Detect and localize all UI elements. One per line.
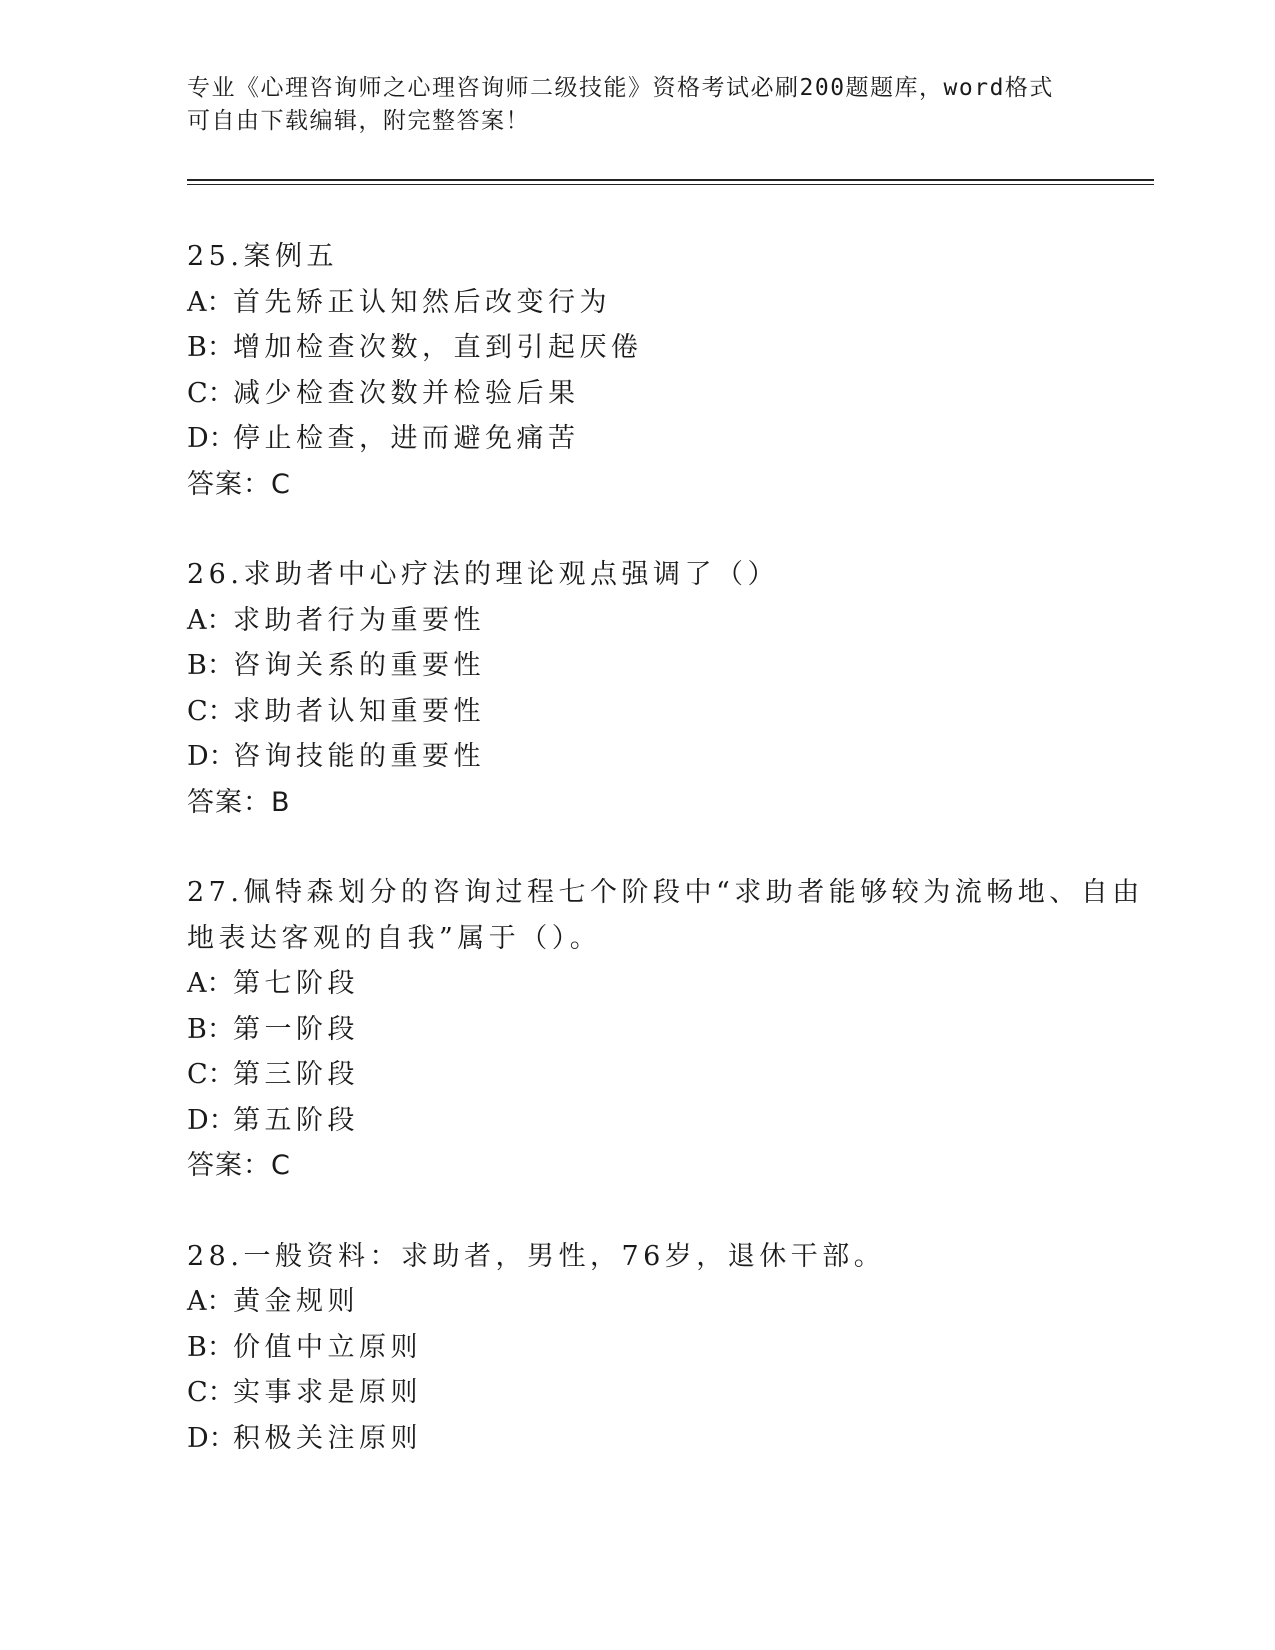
option-text: 减少检查次数并检验后果 (233, 377, 580, 409)
option-letter: D： (187, 1104, 236, 1136)
option-letter: C： (187, 1377, 235, 1408)
header-line-1: 专业《心理咨询师之心理咨询师二级技能》资格考试必刷200题题库，word格式 (187, 75, 1054, 101)
option-letter: D： (187, 1422, 236, 1454)
header-rule-thin (187, 184, 1154, 185)
option-c (187, 1370, 1087, 1416)
option-a (187, 280, 1087, 326)
option-letter: A： (187, 286, 234, 318)
option-text: 价值中立原则 (233, 1331, 422, 1363)
option-letter: A： (187, 1286, 234, 1317)
option-letter: B： (187, 332, 234, 363)
option-a (187, 961, 1087, 1007)
option-d (187, 1098, 1087, 1144)
option-text: 增加检查次数，直到引起厌倦 (233, 332, 643, 363)
header-line-2: 可自由下载编辑，附完整答案！ (187, 108, 530, 134)
option-b (187, 1325, 1087, 1371)
question-stem-continued: 地表达客观的自我”属于（）。 (187, 922, 602, 954)
option-text: 第七阶段 (233, 968, 359, 999)
option-letter: A： (187, 604, 234, 636)
option-letter: D： (187, 423, 236, 454)
option-text: 第五阶段 (233, 1104, 359, 1136)
option-b (187, 1007, 1087, 1053)
option-c (187, 371, 1087, 417)
option-text: 咨询关系的重要性 (233, 650, 485, 681)
question-list (187, 234, 1144, 1506)
option-a (187, 1279, 1087, 1325)
option-letter: C： (187, 695, 235, 727)
option-b (187, 643, 1087, 689)
option-text: 黄金规则 (233, 1286, 359, 1317)
question-26 (187, 552, 1087, 825)
question-28 (187, 1234, 1087, 1462)
header-rule-thick (187, 179, 1154, 181)
option-c (187, 689, 1087, 735)
answer-line: 答案：B (187, 786, 291, 818)
document-header-note (187, 72, 1087, 138)
question-25 (187, 234, 1087, 507)
option-d (187, 416, 1087, 462)
answer-line: 答案：C (187, 468, 291, 500)
option-c (187, 1052, 1087, 1098)
option-letter: D： (187, 741, 236, 772)
question-27 (187, 870, 1144, 1189)
option-text: 求助者认知重要性 (233, 695, 485, 727)
option-letter: B： (187, 650, 234, 681)
option-b (187, 325, 1087, 371)
option-text: 首先矫正认知然后改变行为 (233, 286, 611, 318)
option-letter: A： (187, 968, 234, 999)
answer-line: 答案：C (187, 1150, 291, 1181)
option-letter: B： (187, 1013, 234, 1045)
option-text: 第一阶段 (233, 1013, 359, 1045)
option-text: 咨询技能的重要性 (233, 741, 485, 772)
question-stem: 27.佩特森划分的咨询过程七个阶段中“求助者能够较为流畅地、自由 (187, 877, 1144, 908)
question-stem: 25.案例五 (187, 241, 338, 272)
question-stem: 26.求助者中心疗法的理论观点强调了（） (187, 559, 779, 590)
option-text: 第三阶段 (233, 1059, 359, 1090)
option-text: 求助者行为重要性 (233, 604, 485, 636)
option-letter: B： (187, 1331, 234, 1363)
option-d (187, 1416, 1087, 1462)
option-letter: C： (187, 1059, 235, 1090)
option-text: 停止检查，进而避免痛苦 (233, 423, 580, 454)
option-text: 实事求是原则 (233, 1377, 422, 1408)
option-d (187, 734, 1087, 780)
option-text: 积极关注原则 (233, 1422, 422, 1454)
option-a (187, 598, 1087, 644)
option-letter: C： (187, 377, 235, 409)
question-stem: 28.一般资料：求助者，男性，76岁，退休干部。 (187, 1240, 886, 1272)
